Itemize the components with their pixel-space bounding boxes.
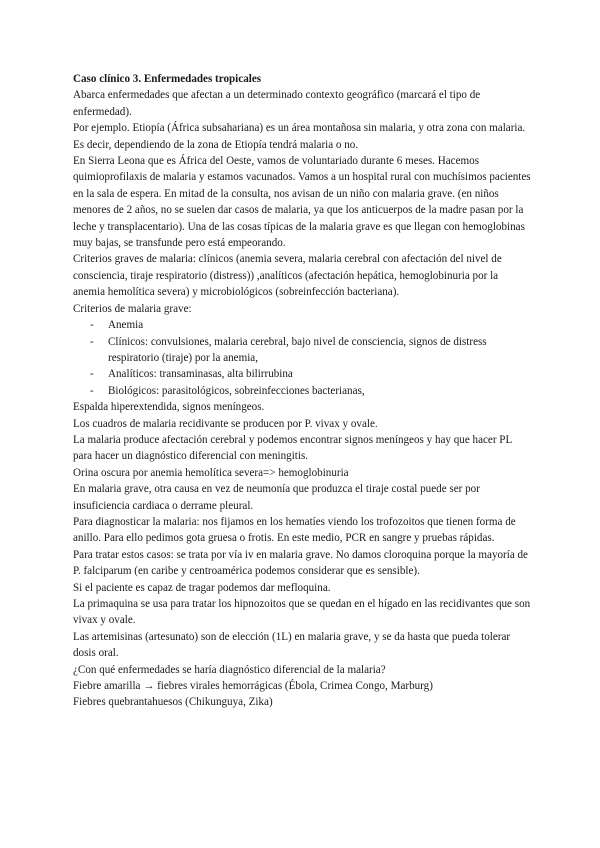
paragraph: Fiebres quebrantahuesos (Chikunguya, Zika) — [73, 696, 273, 709]
paragraph: Espalda hiperextendida, signos meníngeos. — [73, 401, 265, 414]
paragraph: Criterios graves de malaria: clínicos (anemia severa, malaria cerebral con afectación del nivel de consciencia, tiraje respiratorio (distress)) ,analíticos (afectación hepática, hemoglobinuria por la anemia hemolítica severa) y microbiológicos (sobreinfección bacteriana). — [73, 253, 502, 299]
list-item — [73, 334, 531, 367]
list-item-text: Biológicos: parasitológicos, sobreinfecciones bacterianas, — [108, 384, 365, 397]
criteria-list — [73, 317, 531, 399]
list-item-text: Analíticos: transaminasas, alta bilirrubina — [108, 368, 293, 381]
paragraph: Abarca enfermedades que afectan a un determinado contexto geográfico (marcará el tipo de enfermedad). — [73, 89, 481, 118]
list-item — [73, 366, 531, 382]
list-item — [73, 317, 531, 333]
paragraph: La primaquina se usa para tratar los hipnozoitos que se quedan en el hígado en las recidivantes que son vivax y ovale. — [73, 598, 531, 627]
paragraph: Para tratar estos casos: se trata por vía iv en malaria grave. No damos cloroquina porque la mayoría de P. falciparum (en caribe y centroamérica podemos considerar que es sensible). — [73, 548, 528, 578]
paragraph: Los cuadros de malaria recidivante se producen por P. vivax y ovale. — [73, 417, 378, 430]
list-item-text: Clínicos: convulsiones, malaria cerebral, bajo nivel de consciencia, signos de distress respiratorio (tiraje) por la anemia, — [108, 335, 487, 364]
paragraph: Por ejemplo. Etiopía (África subsahariana) es un área montañosa sin malaria, y otra zona con malaria. Es decir, dependiendo de la zona de Etiopía tendrá malaria o no. — [73, 122, 526, 151]
dash-bullet: - — [90, 384, 94, 397]
criteria-heading: Criterios de malaria grave: — [73, 302, 192, 315]
paragraph: Para diagnosticar la malaria: nos fijamos en los hematíes viendo los trofozoitos que tienen forma de anillo. Para ello pedimos gota gruesa o frotis. En este medio, PCR en sangre y pruebas rápidas. — [73, 515, 516, 545]
dash-bullet: - — [90, 368, 94, 381]
dash-bullet: - — [90, 319, 94, 332]
paragraph: Si el paciente es capaz de tragar podemos dar mefloquina. — [73, 581, 331, 594]
dash-bullet: - — [90, 335, 94, 348]
question: ¿Con qué enfermedades se haría diagnóstico diferencial de la malaria? — [73, 663, 386, 676]
list-item — [73, 383, 531, 399]
paragraph: Fiebre amarilla → fiebres virales hemorrágicas (Ébola, Crimea Congo, Marburg) — [73, 680, 433, 693]
list-item-text: Anemia — [108, 319, 144, 332]
paragraph: La malaria produce afectación cerebral y podemos encontrar signos meníngeos y hay que hacer PL para hacer un diagnóstico diferencial con meningitis. — [73, 433, 512, 463]
paragraph: En Sierra Leona que es África del Oeste, vamos de voluntariado durante 6 meses. Hacemos quimioprofilaxis de malaria y estamos vacunados. Vamos a un hospital rural con muchísimos pacientes en la sala de espera. En mitad de la consulta, nos avisan de un niño con malaria grave. (en niños menores de 2 años, no se suelen dar casos de malaria, ya que los anticuerpos de la madre pasan por la leche y transplacentario). Una de las cosas típicas de la malaria grave es que llegan con hemoglobinas muy bajas, se transfunde pero está empeorando. — [73, 155, 531, 250]
document-title: Caso clínico 3. Enfermedades tropicales — [73, 73, 262, 85]
paragraph: En malaria grave, otra causa en vez de neumonía que produzca el tiraje costal puede ser por insuficiencia cardiaca o derrame pleural. — [73, 483, 480, 512]
paragraph: Orina oscura por anemia hemolítica severa=> hemoglobinuria — [73, 466, 349, 479]
document-page — [73, 71, 531, 711]
paragraph: Las artemisinas (artesunato) son de elección (1L) en malaria grave, y se da hasta que pueda tolerar dosis oral. — [73, 630, 511, 660]
